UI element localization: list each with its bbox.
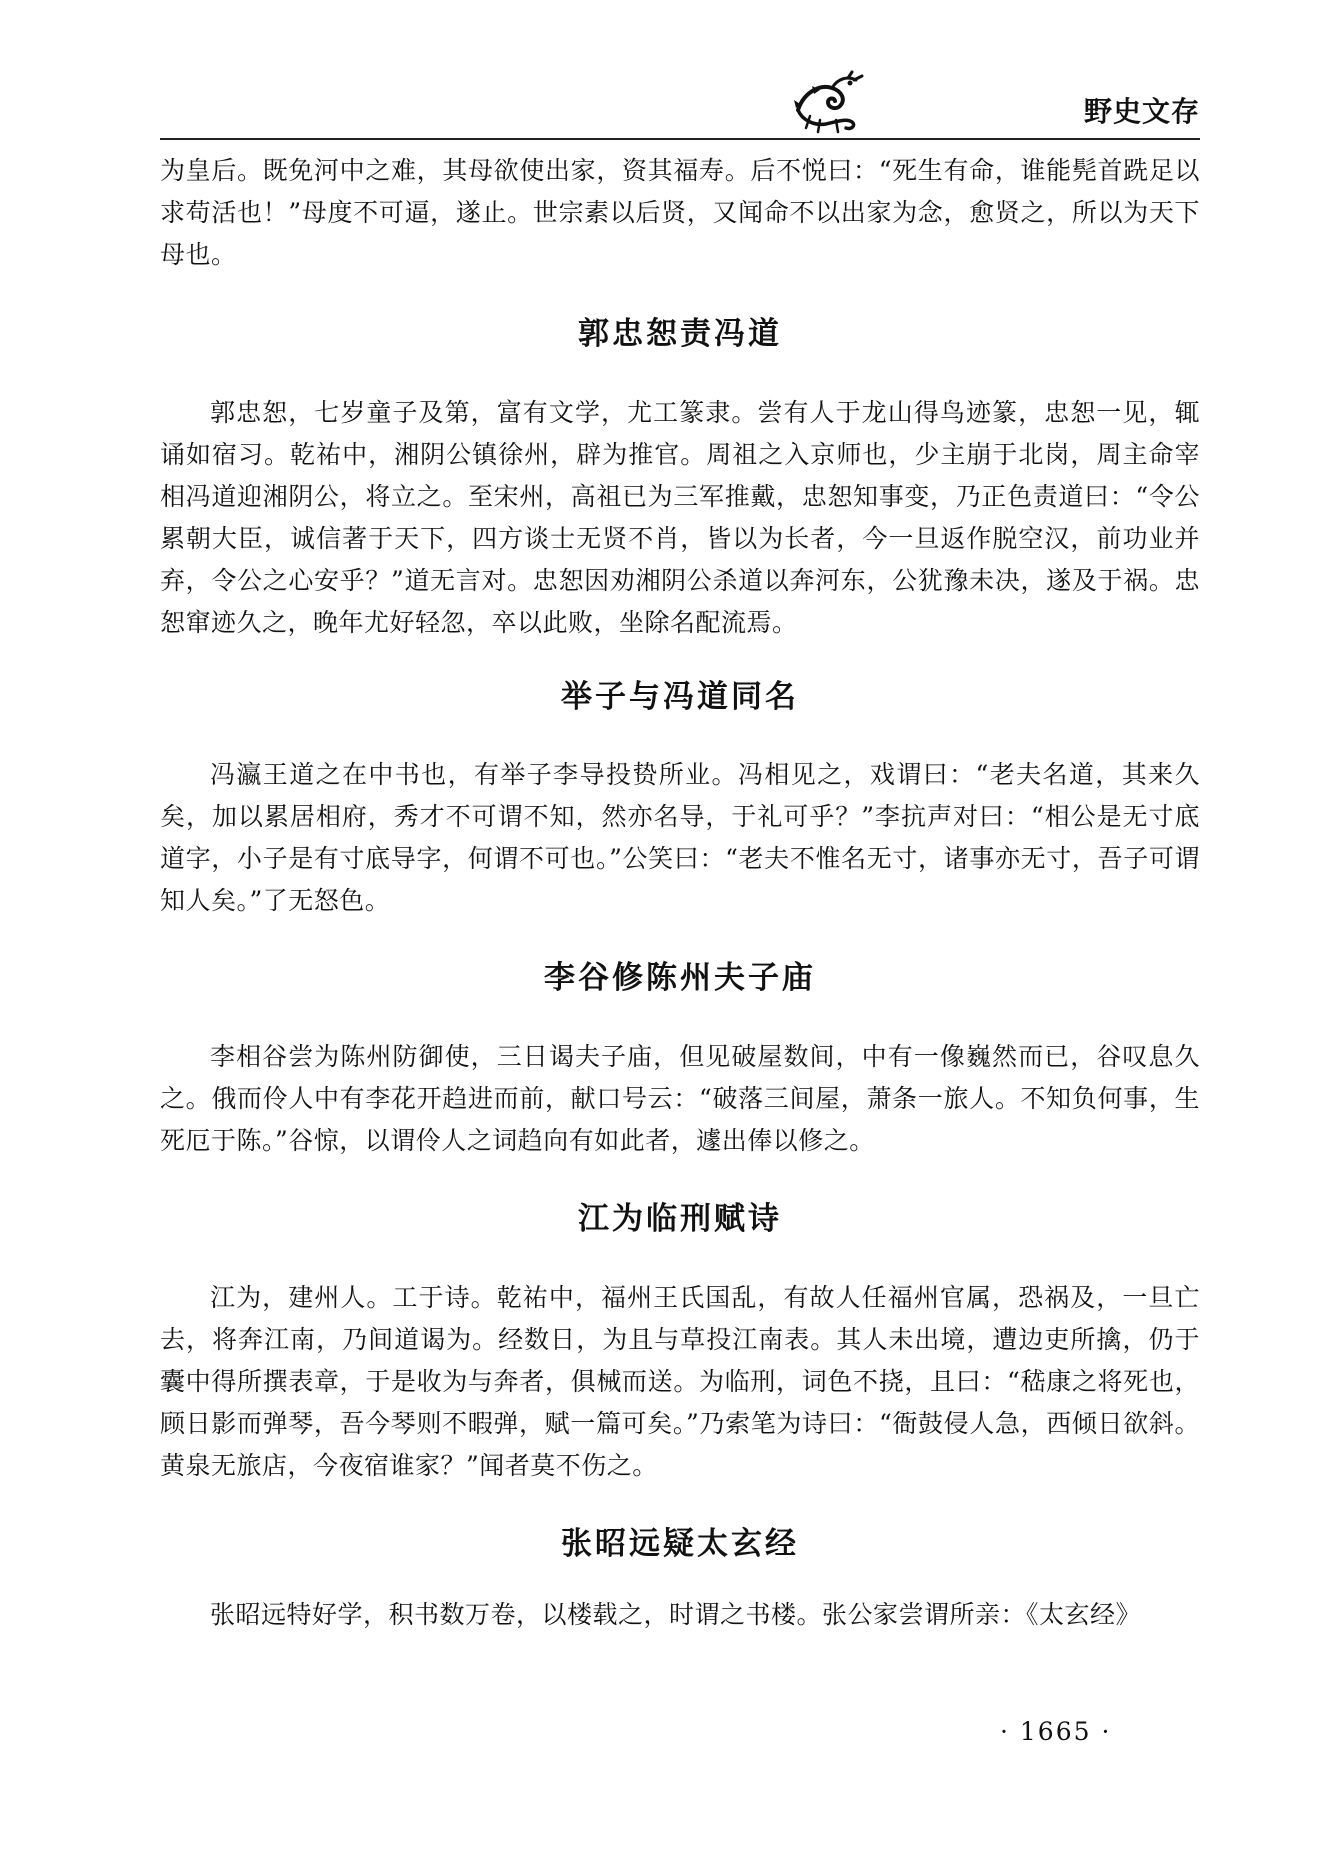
section-body-li-gu: 李相谷尝为陈州防御使，三日谒夫子庙，但见破屋数间，中有一像巍然而已，谷叹息久之。俄而伶人中有李花开趋进而前，献口号云：“破落三间屋，萧条一旅人。不知负何事，生死厄于陈。”谷惊，以谓伶人之词趋向有如此者，遽出俸以修之。 <box>160 1042 1200 1155</box>
header-divider <box>160 138 1200 140</box>
section-title-zhang-zhaoyuan: 张昭远疑太玄经 <box>561 1526 799 1562</box>
section-title-jiang-wei: 江为临刑赋诗 <box>578 1201 782 1237</box>
section-body-guo-zhongshu: 郭忠恕，七岁童子及第，富有文学，尤工篆隶。尝有人于龙山得鸟迹篆，忠恕一见，辄诵如宿习。乾祐中，湘阴公镇徐州，辟为推官。周祖之入京师也，少主崩于北岗，周主命宰相冯道迎湘阴公，将立之。至宋州，高祖已为三军推戴，忠恕知事变，乃正色责道曰：“令公累朝大臣，诚信著于天下，四方谈士无贤不肖，皆以为长者，今一旦返作脱空汉，前功业并弃，令公之心安乎？”道无言对。忠恕因劝湘阴公杀道以奔河东，公犹豫未决，遂及于祸。忠恕窜迹久之，晚年尤好轻忽，卒以此败，坐除名配流焉。 <box>160 398 1200 637</box>
section-body-zhang-zhaoyuan: 张昭远特好学，积书数万卷，以楼载之，时谓之书楼。张公家尝谓所亲：《太玄经》 <box>210 1600 1142 1629</box>
page-number: · 1665 · <box>1000 1717 1112 1746</box>
dragon-emblem-icon <box>790 70 866 134</box>
book-title: 野史文存 <box>1083 95 1200 128</box>
section-title-guo-zhongshu: 郭忠恕责冯道 <box>578 316 782 352</box>
section-body-jiang-wei: 江为，建州人。工于诗。乾祐中，福州王氏国乱，有故人任福州官属，恐祸及，一旦亡去，将奔江南，乃间道谒为。经数日，为且与草投江南表。其人未出境，遭边吏所擒，仍于囊中得所撰表章，于是收为与奔者，俱械而送。为临刑，词色不挠，且曰：“嵇康之将死也，顾日影而弹琴，吾今琴则不暇弹，赋一篇可矣。”乃索笔为诗曰：“衙鼓侵人急，西倾日欲斜。黄泉无旅店，今夜宿谁家？”闻者莫不伤之。 <box>160 1283 1200 1480</box>
section-body-juzi-feng-dao: 冯瀛王道之在中书也，有举子李导投贽所业。冯相见之，戏谓曰：“老夫名道，其来久矣，加以累居相府，秀才不可谓不知，然亦名导，于礼可乎？”李抗声对曰：“相公是无寸底道字，小子是有寸底导字，何谓不可也。”公笑曰：“老夫不惟名无寸，诸事亦无寸，吾子可谓知人矣。”了无怒色。 <box>160 760 1200 915</box>
page-content <box>160 150 1200 1636</box>
section-title-juzi-feng-dao: 举子与冯道同名 <box>561 679 799 715</box>
opening-paragraph: 为皇后。既免河中之难，其母欲使出家，资其福寿。后不悦曰：“死生有命，谁能髡首跣足以求苟活也！”母度不可逼，遂止。世宗素以后贤，又闻命不以出家为念，愈贤之，所以为天下母也。 <box>160 156 1200 269</box>
page-header <box>160 70 1200 140</box>
section-title-li-gu: 李谷修陈州夫子庙 <box>544 960 816 996</box>
